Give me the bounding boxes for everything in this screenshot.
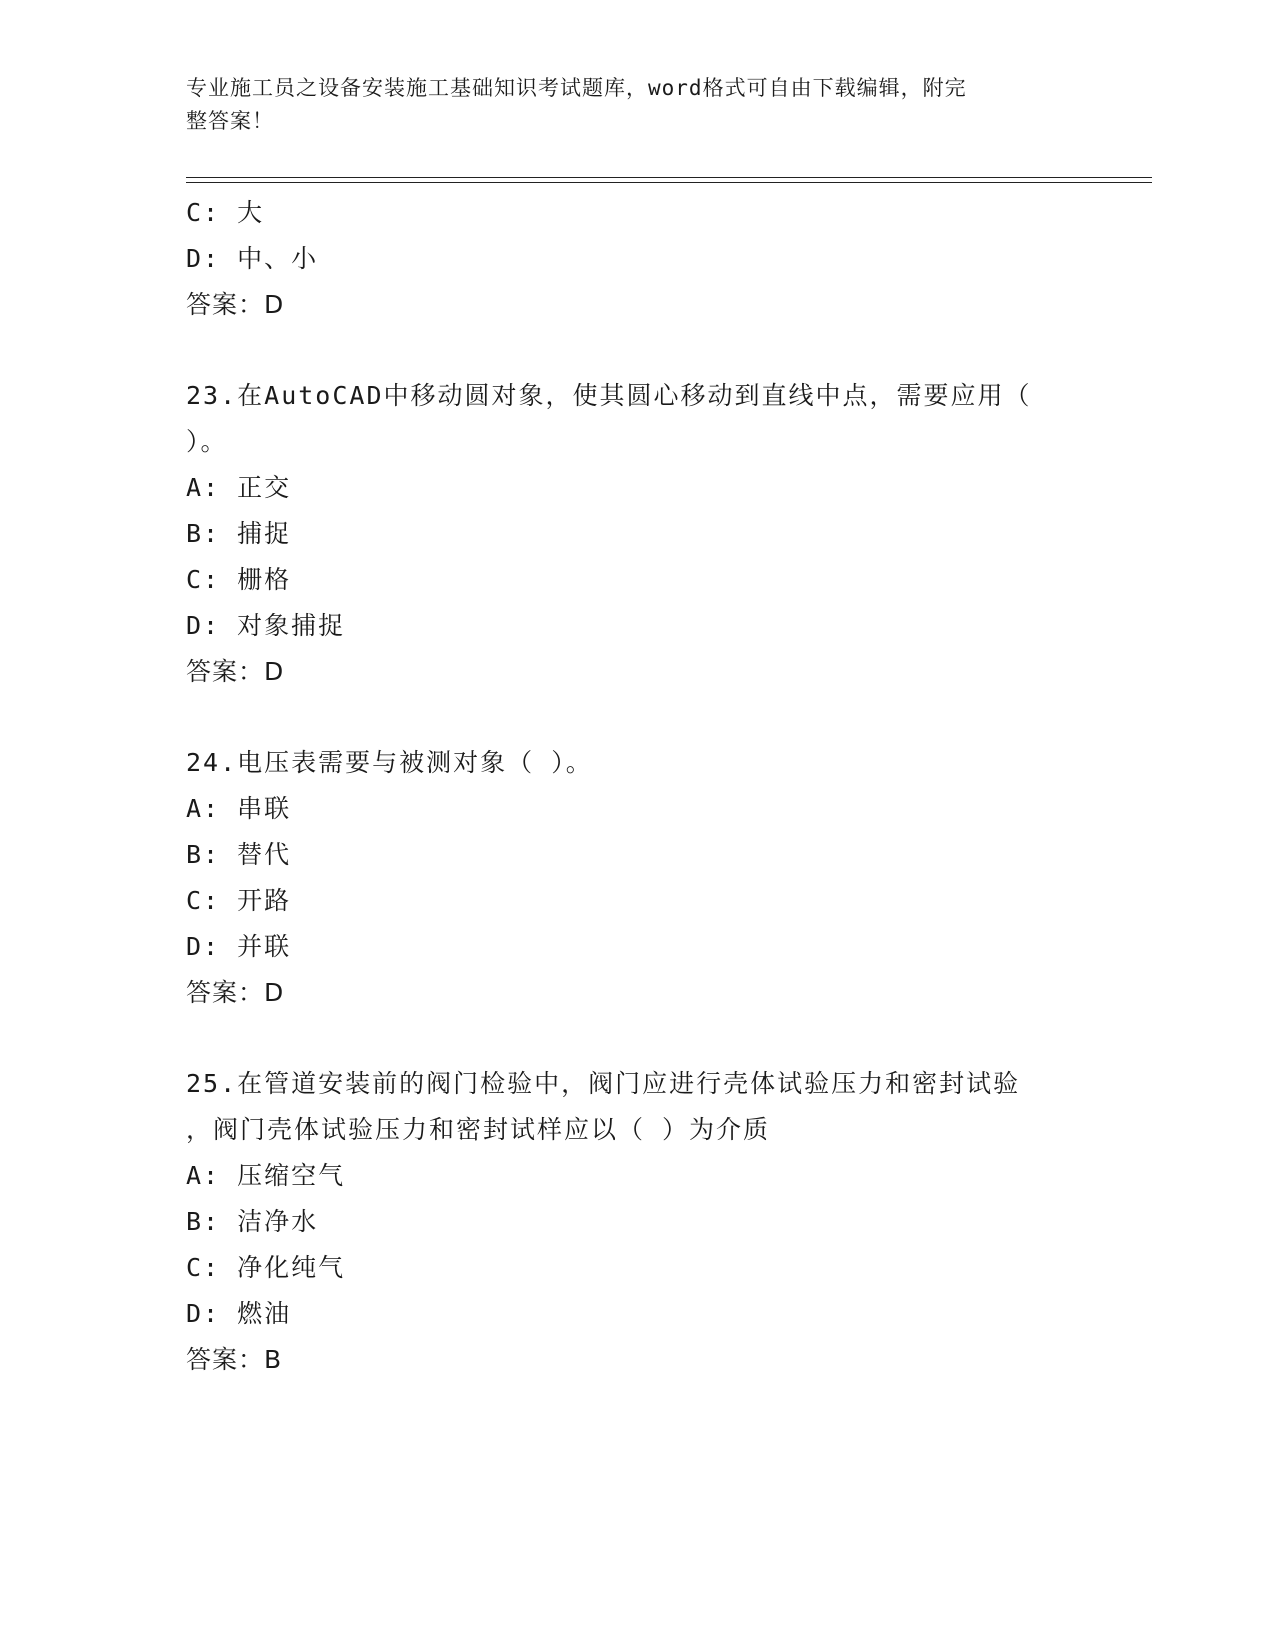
question-23 [186,373,1086,695]
header-divider-bottom [186,182,1152,183]
question-stem-line [186,1107,1086,1153]
question-stem-line [186,419,1086,465]
question-stem-text: 在管道安装前的阀门检验中，阀门应进行壳体试验压力和密封试验 [237,1069,1021,1098]
option-label: B: [186,1207,221,1236]
option-line [186,465,1086,511]
option-text: 串联 [237,794,292,823]
option-text: 对象捕捉 [237,611,346,640]
question-stem-text: ，阀门壳体试验压力和密封试样应以（ ）为介质 [186,1115,771,1144]
option-line [186,832,1086,878]
question-content [186,190,1086,1383]
question-stem-text: ）。 [186,427,228,456]
option-label: C: [186,198,221,227]
header-title-line2: 整答案！ [186,109,274,133]
option-text: 正交 [237,473,292,502]
document-header [186,72,1066,138]
option-line [186,878,1086,924]
question-stem-line [186,740,1086,786]
spacer [186,695,1086,740]
option-label: D: [186,611,221,640]
option-text: 燃油 [237,1299,292,1328]
option-label: D: [186,1299,221,1328]
option-label: C: [186,1253,221,1282]
question-25 [186,1061,1086,1383]
question-stem-line [186,1061,1086,1107]
spacer [186,1016,1086,1061]
option-line [186,786,1086,832]
option-text: 栅格 [237,565,292,594]
question-number: 23. [186,381,238,410]
header-title-line1: 专业施工员之设备安装施工基础知识考试题库，word格式可自由下载编辑，附完 [186,76,967,100]
option-label: A: [186,473,221,502]
option-text: 压缩空气 [237,1161,346,1190]
option-text: 捕捉 [237,519,292,548]
answer-line: 答案：D [186,657,285,686]
option-line [186,603,1086,649]
question-stem-line [186,373,1086,419]
question-24 [186,740,1086,1016]
option-text: 并联 [237,932,292,961]
question-number: 25. [186,1069,238,1098]
option-label: C: [186,886,221,915]
option-line [186,1245,1086,1291]
question-stem-text: 电压表需要与被测对象（ ）。 [237,748,593,777]
option-line [186,1199,1086,1245]
option-text: 开路 [237,886,292,915]
option-text: 替代 [237,840,292,869]
option-line [186,236,1086,282]
option-text: 大 [237,198,265,227]
option-text: 洁净水 [237,1207,319,1236]
option-label: C: [186,565,221,594]
option-line [186,1153,1086,1199]
option-line [186,557,1086,603]
answer-line: 答案：B [186,1345,283,1374]
option-line [186,924,1086,970]
answer-line: 答案：D [186,978,285,1007]
option-text: 净化纯气 [237,1253,346,1282]
option-label: B: [186,840,221,869]
option-label: B: [186,519,221,548]
question-fragment [186,190,1086,328]
option-text: 中、小 [237,244,319,273]
spacer [186,328,1086,373]
option-label: A: [186,794,221,823]
option-label: D: [186,932,221,961]
question-stem-text: 在AutoCAD中移动圆对象，使其圆心移动到直线中点，需要应用（ [237,381,1032,410]
option-label: A: [186,1161,221,1190]
header-divider-top [186,177,1152,178]
option-line [186,190,1086,236]
answer-line: 答案：D [186,290,285,319]
option-line [186,1291,1086,1337]
option-line [186,511,1086,557]
option-label: D: [186,244,221,273]
question-number: 24. [186,748,238,777]
